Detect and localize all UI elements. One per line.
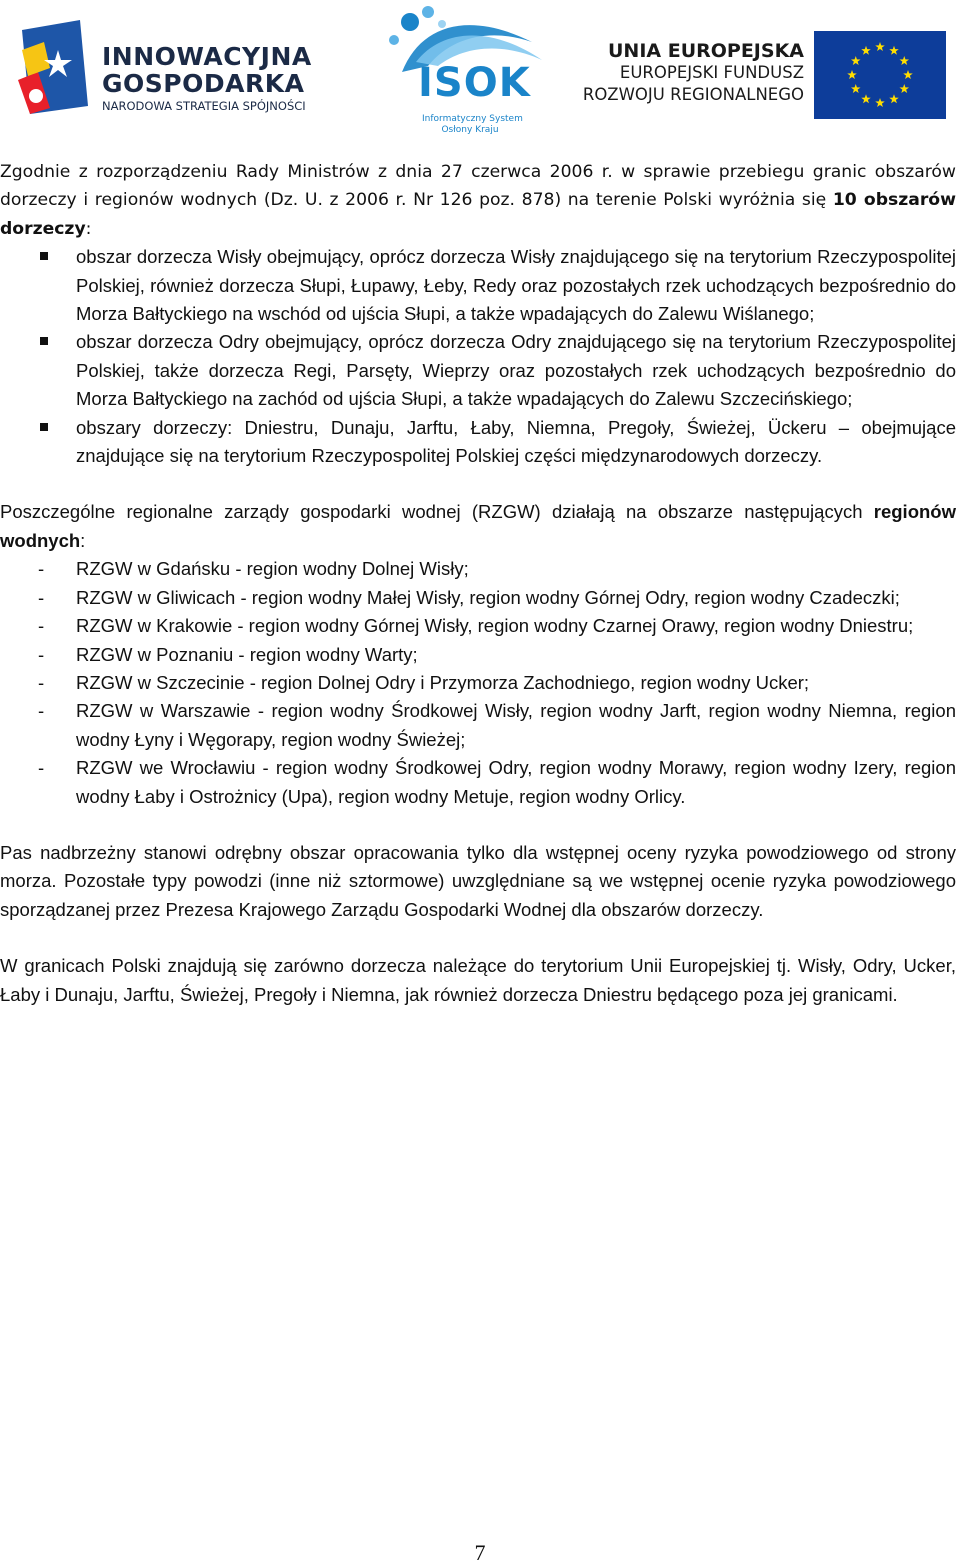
list-item-text: RZGW w Krakowie - region wodny Górnej Wisły, region wodny Czarnej Orawy, region wodny Dniestru; xyxy=(76,615,914,637)
dash-marker: - xyxy=(38,757,45,779)
innowacyjna-gospodarka-logo xyxy=(14,18,334,118)
bullet-icon xyxy=(40,423,48,431)
list-item-text: obszar dorzecza Odry obejmujący, oprócz dorzecza Odry znajdującego się na terytorium Rzeczypospolitej Polskiej, także dorzecza Regi, Parsęty, Wieprzy oraz pozostałych rzek uchodzących bezpośrednio do Morza Bałtyckiego na zachód od ujścia Słupi, a także wpadających do Zalewu Szczecińskiego; xyxy=(76,331,956,410)
isok-subtitle-1: Informatyczny System xyxy=(422,114,523,124)
list-item xyxy=(0,328,956,413)
ig-line3: NARODOWA STRATEGIA SPÓJNOŚCI xyxy=(102,99,306,113)
eu-text-block xyxy=(572,40,804,112)
eu-flag-icon xyxy=(814,31,946,119)
ig-line1: INNOWACYJNA xyxy=(102,42,312,71)
list-item-text: RZGW w Gliwicach - region wodny Małej Wisły, region wodny Górnej Odry, region wodny Czadeczki; xyxy=(76,586,900,608)
eu-line1: UNIA EUROPEJSKA xyxy=(608,40,804,62)
ig-line2: GOSPODARKA xyxy=(102,69,305,98)
list-item-text: obszary dorzeczy: Dniestru, Dunaju, Jarftu, Łaby, Niemna, Pregoły, Świeżej, Ückeru – obejmujące znajdujące się na terytorium Rzeczypospolitej Polskiej części międzynarodowych dorzeczy. xyxy=(76,416,956,467)
rzgw-paragraph xyxy=(0,498,956,555)
list-item xyxy=(0,414,956,471)
list-item-text: RZGW w Warszawie - region wodny Środkowej Wisły, region wodny Jarft, region wodny Niemna, region wodny Łyny i Węgorapy, region wodny Świeżej; xyxy=(76,700,956,750)
dash-marker: - xyxy=(38,643,45,665)
list-item xyxy=(0,754,956,811)
rzgw-bold: regionów wodnych xyxy=(0,501,956,551)
dash-marker: - xyxy=(38,558,45,580)
isok-subtitle-2: Osłony Kraju xyxy=(441,125,499,135)
page-header xyxy=(0,0,960,140)
dash-marker: - xyxy=(38,671,45,693)
dash-marker: - xyxy=(38,615,45,637)
list-item-text: RZGW w Gdańsku - region wodny Dolnej Wisły; xyxy=(76,558,469,580)
list-item xyxy=(0,697,956,754)
list-item-text: RZGW w Poznaniu - region wodny Warty; xyxy=(76,643,418,665)
list-item xyxy=(0,641,956,669)
isok-logo xyxy=(382,2,552,138)
intro-text: Zgodnie z rozporządzeniu Rady Ministrów z dnia 27 czerwca 2006 r. w sprawie przebiegu granic obszarów dorzeczy i regionów wodnych (Dz. U. z 2006 r. Nr 126 poz. 878) na terenie Polski wyróżnia się xyxy=(0,162,956,211)
bullet-icon xyxy=(40,337,48,345)
list-item xyxy=(0,669,956,697)
water-regions-list xyxy=(0,555,956,811)
dash-marker: - xyxy=(38,586,45,608)
list-item xyxy=(0,584,956,612)
eu-line3: ROZWOJU REGIONALNEGO xyxy=(582,85,804,104)
borders-paragraph: W granicach Polski znajdują się zarówno dorzecza należące do terytorium Unii Europejskiej tj. Wisły, Odry, Ucker, Łaby i Dunaju, Jarftu, Świeżej, Pregoły i Niemna, jak również dorzecza Dniestru będącego poza jej granicami. xyxy=(0,955,956,1005)
dash-marker: - xyxy=(38,700,45,722)
river-basins-list xyxy=(0,243,956,470)
list-item xyxy=(0,243,956,328)
list-item-text: obszar dorzecza Wisły obejmujący, oprócz dorzecza Wisły znajdującego się na terytorium Rzeczypospolitej Polskiej, również dorzecza Słupi, Łupawy, Łeby, Redy oraz pozostałych rzek uchodzących bezpośrednio do Morza Bałtyckiego na wschód od ujścia Słupi, a także wpadających do Zalewu Wiślanego; xyxy=(76,246,956,325)
page-number: 7 xyxy=(474,1540,486,1565)
list-item xyxy=(0,555,956,583)
isok-name: ISOK xyxy=(418,60,531,106)
list-item xyxy=(0,612,956,640)
ig-emblem-icon xyxy=(14,20,96,114)
intro-paragraph xyxy=(0,158,956,243)
list-item-text: RZGW w Szczecinie - region Dolnej Odry i Przymorza Zachodniego, region wodny Ucker; xyxy=(76,671,810,693)
eu-line2: EUROPEJSKI FUNDUSZ xyxy=(619,63,804,82)
coastal-paragraph: Pas nadbrzeżny stanowi odrębny obszar opracowania tylko dla wstępnej oceny ryzyka powodziowego od strony morza. Pozostałe typy powodzi (inne niż sztormowe) uwzględniane są we wstępnej ocenie ryzyka powodziowego sporządzanej przez Prezesa Krajowego Zarządu Gospodarki Wodnej dla obszarów dorzeczy. xyxy=(0,841,956,920)
list-item-text: RZGW we Wrocławiu - region wodny Środkowej Odry, region wodny Morawy, region wodny Izery, region wodny Łaby i Ostrożnicy (Upa), region wodny Metuje, region wodny Orlicy. xyxy=(76,757,956,807)
rzgw-text: Poszczególne regionalne zarządy gospodarki wodnej (RZGW) działają na obszarze następujących xyxy=(0,501,874,523)
intro-colon: : xyxy=(85,218,92,239)
intro-bold: 10 obszarów dorzeczy xyxy=(0,190,956,239)
document-body xyxy=(0,158,956,1009)
bullet-icon xyxy=(40,252,48,260)
rzgw-colon: : xyxy=(80,529,86,551)
